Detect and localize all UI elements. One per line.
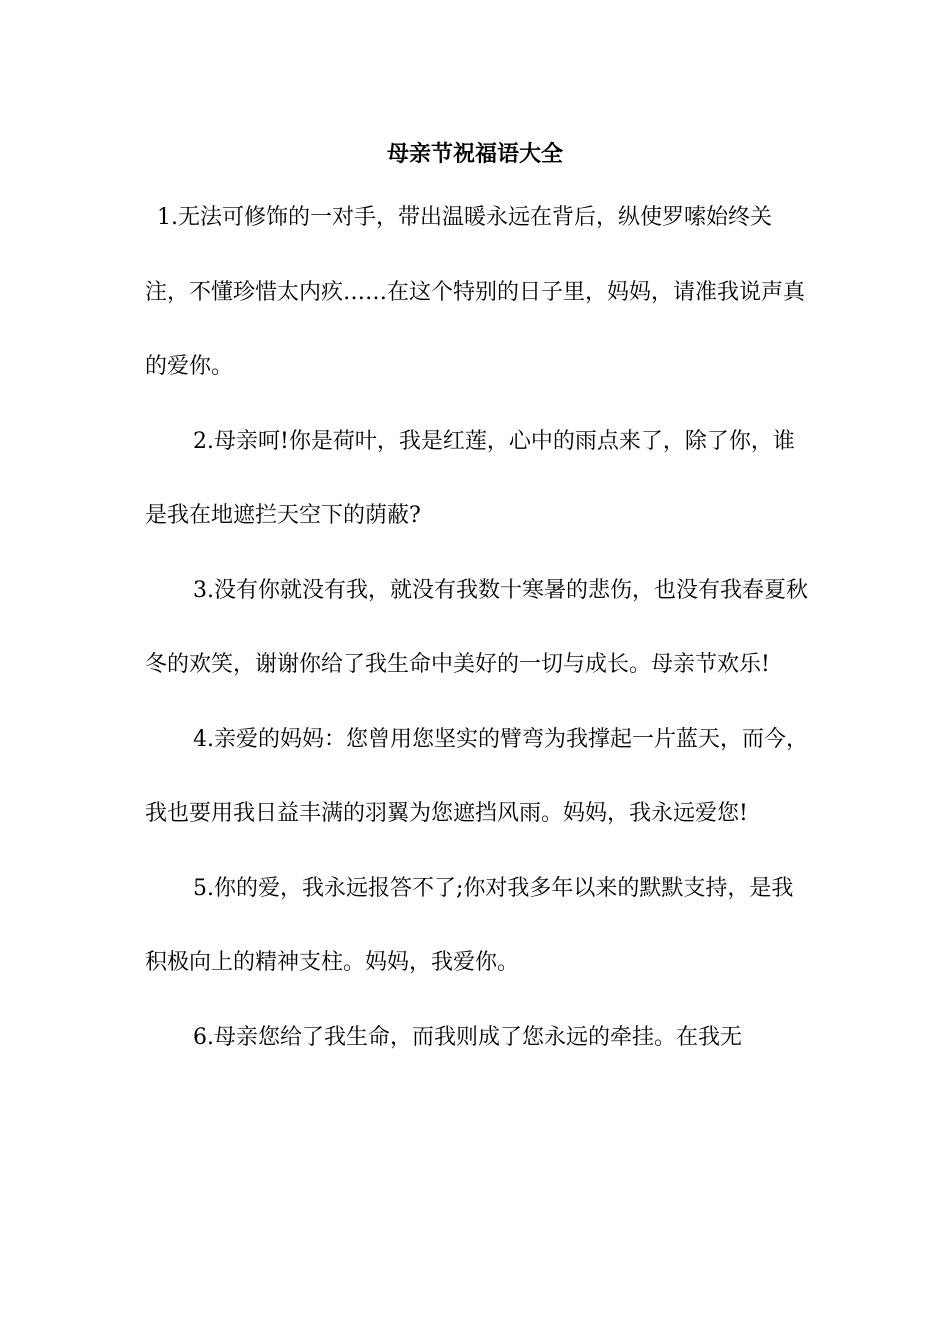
paragraph-5: 5.你的爱，我永远报答不了;你对我多年以来的默默支持，是我积极向上的精神支柱。妈妈，我爱你。 [145, 875, 794, 975]
document-body [145, 181, 810, 1075]
paragraph-1: 1.无法可修饰的一对手，带出温暖永远在背后，纵使罗嗦始终关注，不懂珍惜太内疚……在这个特别的日子里，妈妈，请准我说声真的爱你。 [145, 205, 806, 379]
paragraph-3: 3.没有你就没有我，就没有我数十寒暑的悲伤，也没有我春夏秋冬的欢笑，谢谢你给了我生命中美好的一切与成长。母亲节欢乐! [145, 577, 808, 677]
document-title: 母亲节祝福语大全 [386, 141, 563, 167]
paragraph-4: 4.亲爱的妈妈：您曾用您坚实的臂弯为我撑起一片蓝天，而今，我也要用我日益丰满的羽翼为您遮挡风雨。妈妈，我永远爱您! [145, 726, 808, 826]
paragraph-2: 2.母亲呵!你是荷叶，我是红莲，心中的雨点来了，除了你，谁是我在地遮拦天空下的荫蔽? [145, 428, 795, 528]
paragraph-6: 6.母亲您给了我生命，而我则成了您永远的牵挂。在我无 [193, 1024, 742, 1050]
